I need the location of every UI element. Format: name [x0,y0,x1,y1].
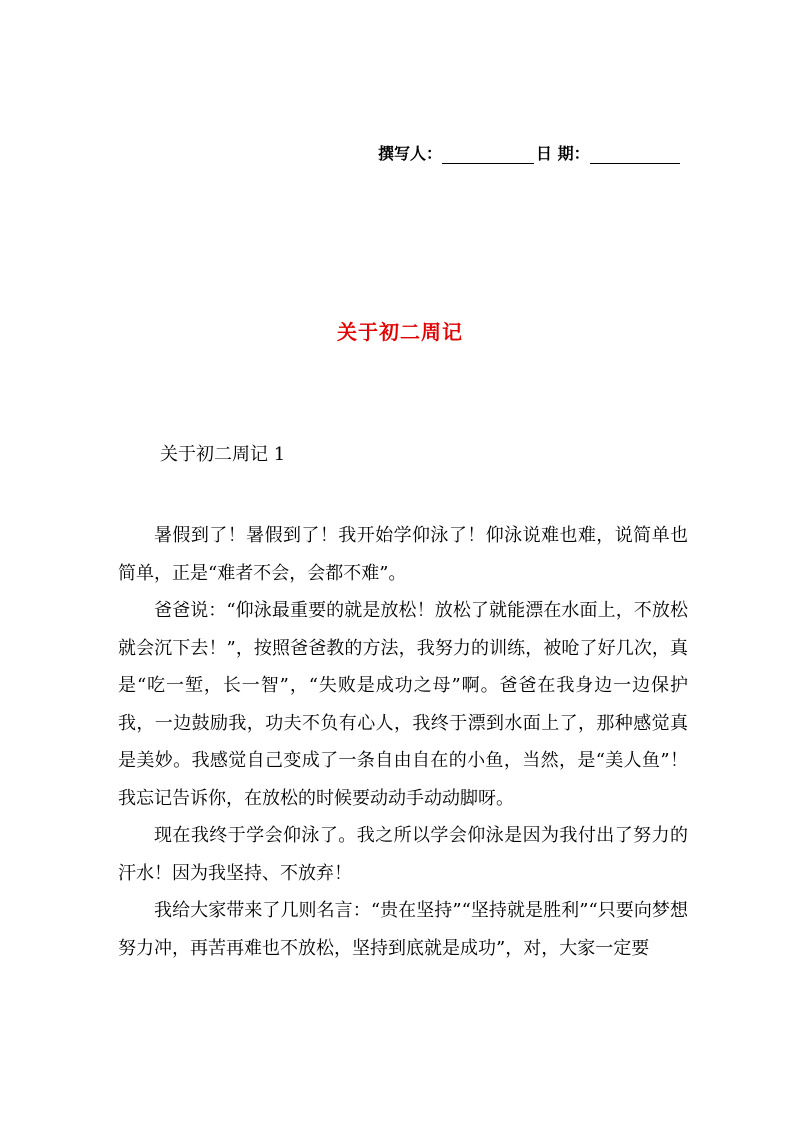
body-text [118,517,688,967]
author-label: 撰写人： [378,144,443,163]
document-title: 关于初二周记 [337,320,463,344]
section-heading: 关于初二周记 1 [160,444,286,465]
date-label: 日 期： [536,144,590,163]
paragraph: 现在我终于学会仰泳了。我之所以学会仰泳是因为我付出了努力的汗水！因为我坚持、不放弃！ [118,825,688,884]
paragraph: 暑假到了！暑假到了！我开始学仰泳了！仰泳说难也难，说简单也简单，正是“难者不会，会都不难”。 [118,525,688,584]
date-blank [590,147,680,164]
paragraph: 我给大家带来了几则名言：“贵在坚持”“坚持就是胜利”“只要向梦想努力冲，再苦再难也不放松，坚持到底就是成功”，对，大家一定要 [118,900,688,959]
paragraph: 爸爸说：“仰泳最重要的就是放松！放松了就能漂在水面上，不放松就会沉下去！”，按照爸爸教的方法，我努力的训练，被呛了好几次，真是“吃一堑，长一智”，“失败是成功之母”啊。爸爸在我身边一边保护我，一边鼓励我，功夫不负有心人，我终于漂到水面上了，那种感觉真是美妙。我感觉自己变成了一条自由自在的小鱼，当然，是“美人鱼”！我忘记告诉你，在放松的时候要动动手动动脚呀。 [118,600,688,809]
header-fill-line [378,141,680,164]
author-blank [442,147,534,164]
